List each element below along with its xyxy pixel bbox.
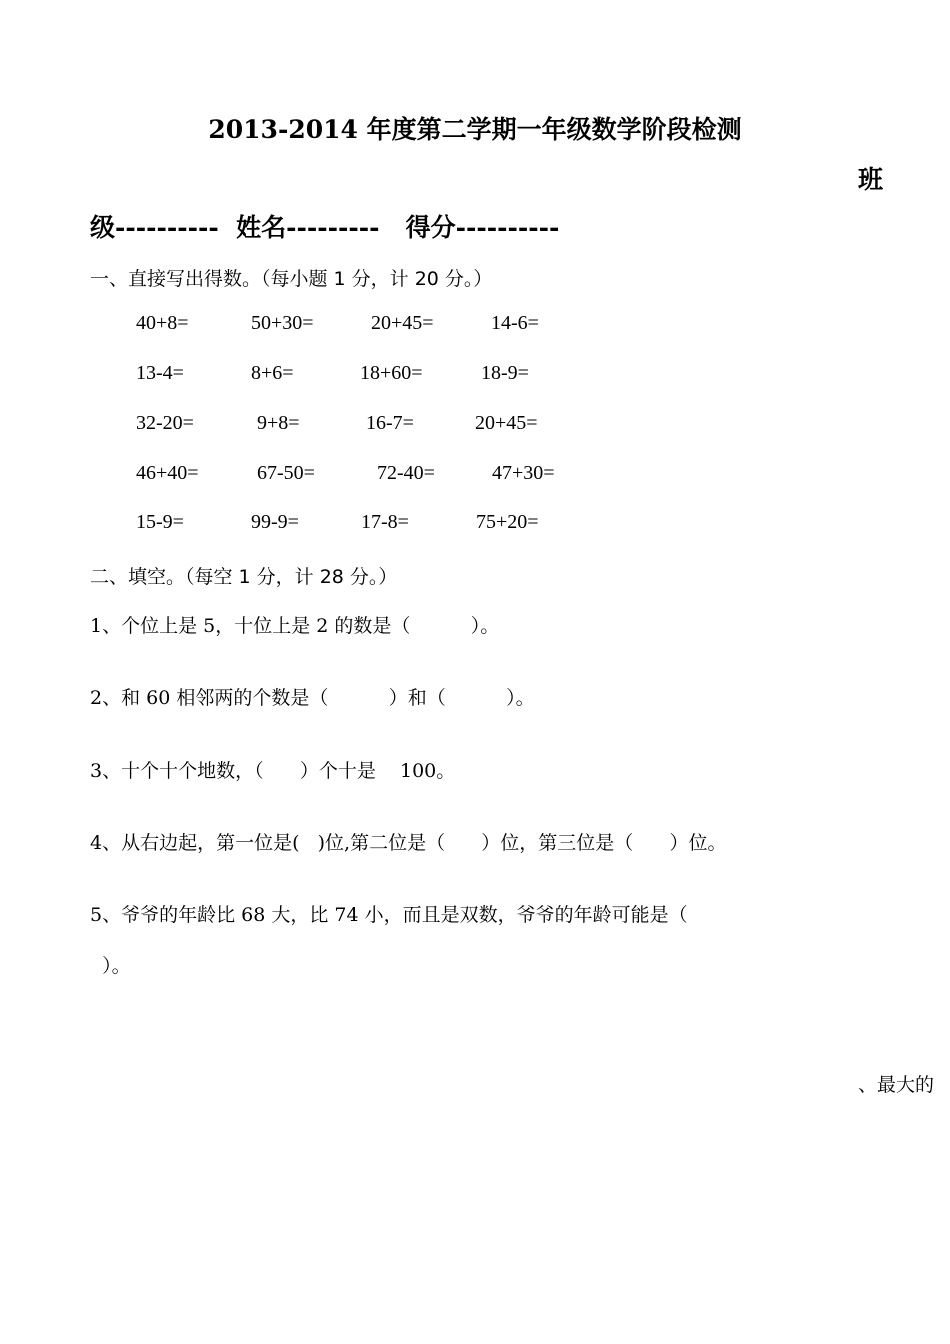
calc-item: 8+6= (251, 362, 294, 384)
calc-item: 99-9= (251, 511, 299, 533)
calc-item: 46+40= (136, 462, 199, 484)
calc-item: 18+60= (360, 362, 423, 384)
section-1-heading: 一、直接写出得数。（每小题 1 分，计 20 分。） (90, 268, 493, 290)
question-3: 3、十个十个地数，（ ）个十是 100。 (90, 760, 456, 782)
calc-item: 18-9= (481, 362, 529, 384)
calc-item: 20+45= (475, 412, 538, 434)
calc-item: 40+8= (136, 312, 189, 334)
page-title: 2013-2014 年度第二学期一年级数学阶段检测 (208, 115, 742, 144)
calc-item: 47+30= (492, 462, 555, 484)
calc-item: 9+8= (257, 412, 300, 434)
calc-item: 72-40= (377, 462, 435, 484)
class-label: 班 (858, 165, 884, 194)
calc-item: 17-8= (361, 511, 409, 533)
question-4: 4、从右边起，第一位是( )位,第二位是（ ）位，第三位是（ ）位。 (90, 832, 727, 854)
calc-item: 67-50= (257, 462, 315, 484)
calc-item: 16-7= (366, 412, 414, 434)
calc-item: 13-4= (136, 362, 184, 384)
question-2: 2、和 60 相邻两的个数是（ ）和（ ）。 (90, 687, 535, 709)
calc-item: 20+45= (371, 312, 434, 334)
trailing-fragment: 、最大的 (858, 1074, 935, 1096)
calc-item: 50+30= (251, 312, 314, 334)
section-2-heading: 二、填空。（每空 1 分，计 28 分。） (90, 566, 398, 588)
question-5-continuation: ）。 (90, 955, 131, 977)
student-info-line: 级---------- 姓名--------- 得分---------- (90, 213, 560, 242)
calc-item: 14-6= (491, 312, 539, 334)
calc-item: 32-20= (136, 412, 194, 434)
question-5: 5、爷爷的年龄比 68 大，比 74 小，而且是双数，爷爷的年龄可能是（ (90, 904, 688, 926)
question-1: 1、个位上是 5，十位上是 2 的数是（ ）。 (90, 615, 500, 637)
calc-item: 15-9= (136, 511, 184, 533)
calc-item: 75+20= (476, 511, 539, 533)
